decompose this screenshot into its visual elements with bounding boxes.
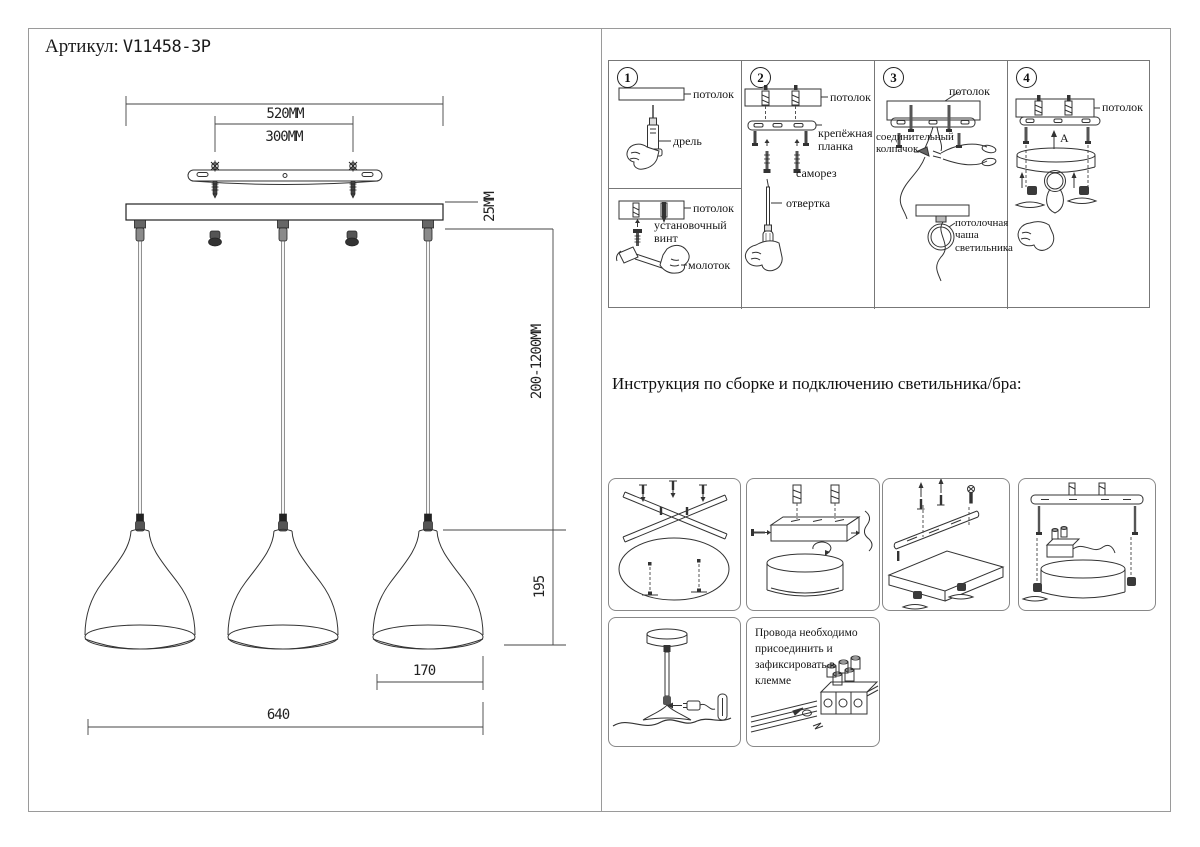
label-direction-a: A [1060, 131, 1069, 145]
pendant-shades [85, 529, 483, 649]
pendant-shade [228, 529, 338, 649]
ceiling-base-bar [126, 204, 443, 220]
article-label: Артикул: [45, 36, 119, 57]
base-cord-grips [135, 220, 434, 241]
label-screw: саморез [796, 166, 837, 180]
round-canopy [767, 554, 843, 596]
shade-cord-grips [136, 514, 433, 531]
assembly-heading: Инструкция по сборке и подключению светильника/бра: [612, 374, 1022, 393]
dim-shade-height: 195 [532, 575, 548, 599]
terminal-block [1047, 527, 1115, 558]
wall-clip [718, 694, 727, 720]
step-number [883, 67, 904, 88]
round-canopy [1041, 560, 1125, 598]
label-ceiling: потолок [693, 87, 735, 101]
step-number [617, 67, 638, 88]
step-1-drill [609, 61, 742, 189]
label-ceiling: потолок [949, 84, 991, 98]
label-connector-cap: соединительный колпачок [876, 131, 954, 156]
label-drill: дрель [673, 134, 702, 148]
screws-art [764, 139, 801, 173]
step-number [750, 67, 771, 88]
base-slab [889, 551, 1003, 601]
label-set-screw: установочный винт [654, 218, 727, 246]
bracket-box [771, 517, 859, 541]
hammer-art [617, 245, 690, 273]
hand-art [1018, 222, 1054, 251]
dim-hole-spacing: 300MM [265, 129, 303, 145]
label-bracket: крепёжная планка [818, 126, 873, 154]
label-ceiling: потолок [1102, 100, 1144, 114]
dim-total-width: 640 [266, 707, 290, 723]
label-screwdriver: отвертка [786, 196, 831, 210]
panel-crossbars-art [609, 479, 740, 610]
step-1-anchor [609, 189, 742, 309]
step-number-text: 1 [624, 70, 631, 85]
ring-loop-art [1045, 171, 1066, 214]
label-hammer: молоток [688, 258, 731, 272]
bracket-screws [211, 161, 357, 199]
panel-crossbars [608, 478, 741, 611]
label-ceiling-cup: потолочная чаша светильника [955, 217, 1013, 254]
plug [683, 701, 715, 710]
drill-art [627, 105, 671, 169]
dim-suspension: 200-1200MM [529, 324, 545, 400]
panel-terminal-canopy-art [1019, 479, 1155, 610]
hanging-screws [1023, 127, 1091, 144]
dim-base-height: 25MM [482, 192, 498, 222]
installation-steps [608, 60, 1150, 308]
set-screw-art [633, 219, 642, 246]
screws [639, 481, 707, 515]
label-ceiling: потолок [693, 201, 735, 215]
diagonal-bar [894, 511, 979, 549]
step-number-text: 4 [1023, 70, 1030, 85]
panel-wiring-note [746, 617, 880, 747]
step-3-wiring [875, 61, 1013, 309]
bracket-bar-art [748, 121, 822, 130]
dim-shade-diameter: 170 [412, 663, 436, 679]
step-4-art [1008, 61, 1151, 309]
step-number [1016, 67, 1037, 88]
pendant-shade [373, 529, 483, 649]
pendant-shade [85, 529, 195, 649]
panel-pendant-cable [608, 617, 741, 747]
suspension-cords [139, 241, 430, 515]
panel-base-plate [882, 478, 1010, 611]
dim-bracket-width: 520MM [266, 106, 304, 122]
canopy-disk-art [1017, 148, 1095, 173]
bracket-side-screws [752, 131, 809, 146]
panel-pendant-cable-art [609, 618, 740, 746]
canopy [647, 629, 687, 647]
label-ceiling: потолок [830, 90, 872, 104]
step-number-text: 2 [757, 70, 764, 85]
step-4-canopy [1008, 61, 1151, 309]
panel-box-bracket [746, 478, 880, 611]
step-number-text: 3 [890, 70, 897, 85]
step-2-bracket [742, 61, 875, 309]
panel-base-plate-art [883, 479, 1009, 610]
panel-box-bracket-art [747, 479, 879, 610]
wiring-note: Провода необходимо присоединить и зафиксировать в клемме [755, 627, 858, 688]
screwdriver-art [745, 179, 782, 271]
article-value: V11458-3P [122, 37, 211, 57]
panel-terminal-canopy [1018, 478, 1156, 611]
